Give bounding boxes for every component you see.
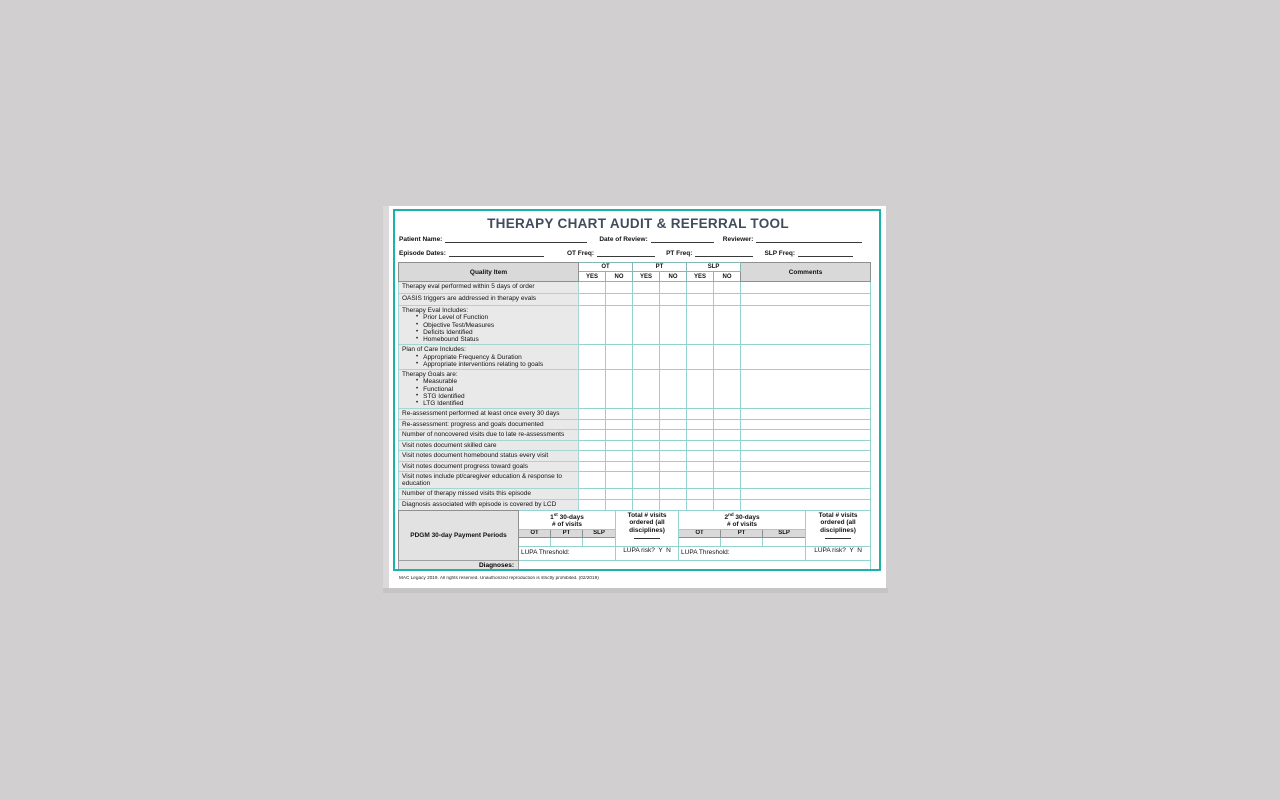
comment-cell [741, 306, 871, 345]
therapists-row [399, 570, 871, 571]
answer-cell [687, 471, 714, 489]
answer-cell [660, 429, 687, 440]
pt-subheader: PT [551, 529, 583, 537]
answer-cell [606, 451, 633, 461]
answer-cell [633, 294, 660, 306]
slp-header: SLP [687, 263, 741, 272]
pt-freq-label: PT Freq: [666, 250, 693, 257]
answer-cell [660, 409, 687, 419]
answer-cell [633, 451, 660, 461]
bullet-item: • Appropriate Frequency & Duration [416, 353, 522, 361]
answer-cell [606, 440, 633, 450]
table-row [399, 419, 871, 429]
lupa-risk-label: LUPA risk? Y N [616, 546, 679, 560]
answer-cell [633, 461, 660, 471]
answer-cell [660, 499, 687, 510]
answer-cell [687, 461, 714, 471]
lupa-threshold-label: LUPA Threshold: [519, 546, 616, 560]
answer-cell [714, 409, 741, 419]
quality-item: Number of noncovered visits due to late re-assessments [399, 429, 579, 440]
quality-item-title: Therapy Goals are: [402, 371, 458, 379]
answer-cell [606, 419, 633, 429]
bullet-icon: • [416, 378, 419, 385]
answer-cell [579, 489, 606, 499]
table-row [399, 409, 871, 419]
quality-item [399, 370, 579, 409]
quality-item: Number of therapy missed visits this episode [399, 489, 579, 499]
therapists-label [399, 570, 519, 571]
answer-cell [687, 451, 714, 461]
bottom-section [398, 560, 871, 571]
bullet-icon: • [416, 400, 419, 407]
diagnoses-field [519, 560, 871, 570]
visit-count-cell [519, 537, 551, 546]
answer-cell [687, 294, 714, 306]
ot-subheader: OT [679, 529, 721, 537]
visit-count-cell [679, 537, 721, 546]
bullet-item: • LTG Identified [416, 400, 464, 408]
answer-cell [579, 370, 606, 409]
page-shadow [383, 588, 888, 593]
pt-freq-line [695, 250, 753, 257]
answer-cell [687, 489, 714, 499]
bullet-icon: • [416, 328, 419, 335]
table-row [399, 370, 871, 409]
lupa-threshold-label: LUPA Threshold: [679, 546, 806, 560]
answer-cell [633, 306, 660, 345]
episode-dates-label: Episode Dates: [399, 250, 446, 257]
no-header: NO [660, 272, 687, 282]
bullet-item: • STG Identified [416, 392, 465, 400]
visit-count-cell [721, 537, 763, 546]
total-visits-label: Total # visits ordered (all disciplines) [627, 511, 667, 534]
pdgm-header-row [399, 510, 871, 529]
answer-cell [714, 471, 741, 489]
answer-cell [660, 461, 687, 471]
quality-item-header: Quality Item [399, 263, 579, 282]
table-row [399, 440, 871, 450]
total-visits-line [634, 538, 660, 539]
no-header: NO [714, 272, 741, 282]
answer-cell [714, 461, 741, 471]
answer-cell [714, 499, 741, 510]
answer-cell [579, 345, 606, 370]
ot-freq-line [597, 250, 655, 257]
answer-cell [660, 489, 687, 499]
answer-cell [660, 294, 687, 306]
answer-cell [633, 429, 660, 440]
teal-frame [393, 209, 881, 571]
visits-label: # of visits [727, 521, 758, 529]
pt-subheader: PT [721, 529, 763, 537]
table-row [399, 499, 871, 510]
table-row [399, 306, 871, 345]
answer-cell [579, 409, 606, 419]
second-period-header: 2nd 30-days # of visits [679, 510, 806, 529]
slp-subheader: SLP [763, 529, 806, 537]
visit-count-cell [583, 537, 616, 546]
answer-cell [606, 489, 633, 499]
answer-cell [687, 306, 714, 345]
bullet-icon: • [416, 360, 419, 367]
pdgm-section [398, 510, 871, 561]
diagnoses-label: Diagnoses: [399, 560, 519, 570]
answer-cell [633, 409, 660, 419]
pt-header: PT [633, 263, 687, 272]
answer-cell [633, 489, 660, 499]
table-row [399, 294, 871, 306]
answer-cell [633, 419, 660, 429]
comment-cell [741, 499, 871, 510]
bullet-item: • Deficits Identified [416, 328, 473, 336]
bullet-icon: • [416, 336, 419, 343]
form-title: THERAPY CHART AUDIT & REFERRAL TOOL [487, 216, 789, 231]
answer-cell [660, 451, 687, 461]
slp-freq-label: SLP Freq: [764, 250, 796, 257]
answer-cell [633, 345, 660, 370]
answer-cell [606, 294, 633, 306]
header-field-row-1 [399, 234, 879, 243]
answer-cell [660, 440, 687, 450]
answer-cell [579, 440, 606, 450]
table-header-row-1 [399, 263, 871, 272]
bullet-icon: • [416, 321, 419, 328]
answer-cell [633, 370, 660, 409]
answer-cell [660, 471, 687, 489]
answer-cell [687, 345, 714, 370]
answer-cell [579, 419, 606, 429]
footer-copyright: MAC Legacy 2019. All rights reserved. Unauthorized reproduction is strictly prohibited. (02/2019) [399, 576, 599, 581]
answer-cell [660, 306, 687, 345]
yes-header: YES [633, 272, 660, 282]
lupa-risk-label: LUPA risk? Y N [806, 546, 871, 560]
comments-header: Comments [741, 263, 871, 282]
answer-cell [633, 499, 660, 510]
answer-cell [687, 419, 714, 429]
comment-cell [741, 409, 871, 419]
answer-cell [660, 282, 687, 294]
quality-item: Visit notes document homebound status every visit [399, 451, 579, 461]
bullet-item: • Objective Test/Measures [416, 321, 495, 329]
answer-cell [660, 345, 687, 370]
answer-cell [606, 409, 633, 419]
answer-cell [687, 370, 714, 409]
answer-cell [660, 370, 687, 409]
first-period-header: 1st 30-days # of visits [519, 510, 616, 529]
visit-count-cell [763, 537, 806, 546]
quality-item: OASIS triggers are addressed in therapy evals [399, 294, 579, 306]
answer-cell [579, 471, 606, 489]
answer-cell [606, 370, 633, 409]
bullet-item: • Functional [416, 385, 454, 393]
comment-cell [741, 471, 871, 489]
visits-label: # of visits [552, 521, 582, 529]
document-page [389, 206, 886, 588]
bullet-item: • Measurable [416, 378, 458, 386]
slp-subheader: SLP [583, 529, 616, 537]
total-visits-cell [616, 510, 679, 546]
quality-item-title: Therapy Eval Includes: [402, 307, 469, 314]
quality-item-title: Plan of Care Includes: [402, 346, 466, 354]
visit-count-cell [551, 537, 583, 546]
comment-cell [741, 345, 871, 370]
answer-cell [579, 451, 606, 461]
quality-item: Diagnosis associated with episode is covered by LCD [399, 499, 579, 510]
ot-subheader: OT [519, 529, 551, 537]
answer-cell [579, 461, 606, 471]
comment-cell [741, 451, 871, 461]
comment-cell [741, 440, 871, 450]
date-of-review-label: Date of Review: [599, 236, 648, 243]
reviewer-label: Reviewer: [722, 236, 754, 243]
answer-cell [714, 282, 741, 294]
therapists-field [519, 570, 871, 571]
comment-cell [741, 370, 871, 409]
reviewer-line [756, 236, 862, 243]
answer-cell [687, 409, 714, 419]
yes-header: YES [687, 272, 714, 282]
ot-header: OT [579, 263, 633, 272]
answer-cell [687, 429, 714, 440]
answer-cell [714, 440, 741, 450]
bullet-icon: • [416, 314, 419, 321]
bullet-icon: • [416, 392, 419, 399]
patient-name-line [445, 236, 587, 243]
total-visits-label: Total # visits ordered (all disciplines) [818, 511, 858, 534]
bullet-item: • Appropriate interventions relating to goals [416, 360, 544, 368]
answer-cell [714, 294, 741, 306]
answer-cell [714, 306, 741, 345]
answer-cell [714, 370, 741, 409]
answer-cell [579, 282, 606, 294]
answer-cell [606, 282, 633, 294]
quality-item: Visit notes document progress toward goals [399, 461, 579, 471]
total-visits-line [825, 538, 851, 539]
answer-cell [606, 499, 633, 510]
quality-item: Therapy eval performed within 5 days of order [399, 282, 579, 294]
answer-cell [714, 345, 741, 370]
quality-item: Re-assessment: progress and goals documented [399, 419, 579, 429]
table-row [399, 471, 871, 489]
answer-cell [606, 345, 633, 370]
answer-cell [606, 471, 633, 489]
quality-item: Visit notes document skilled care [399, 440, 579, 450]
answer-cell [633, 471, 660, 489]
answer-cell [579, 294, 606, 306]
table-row [399, 489, 871, 499]
answer-cell [687, 440, 714, 450]
bullet-item: • Homebound Status [416, 336, 479, 344]
header-field-row-2 [399, 248, 879, 257]
answer-cell [714, 419, 741, 429]
answer-cell [687, 282, 714, 294]
answer-cell [633, 282, 660, 294]
bullet-icon: • [416, 385, 419, 392]
quality-item [399, 345, 579, 370]
comment-cell [741, 294, 871, 306]
total-visits-cell [806, 510, 871, 546]
patient-name-label: Patient Name: [399, 236, 443, 243]
no-header: NO [606, 272, 633, 282]
table-row [399, 429, 871, 440]
answer-cell [606, 306, 633, 345]
slp-freq-line [798, 250, 853, 257]
comment-cell [741, 461, 871, 471]
answer-cell [579, 306, 606, 345]
audit-table [398, 262, 871, 511]
quality-item: Re-assessment performed at least once every 30 days [399, 409, 579, 419]
answer-cell [579, 429, 606, 440]
date-of-review-line [651, 236, 714, 243]
pdgm-label: PDGM 30-day Payment Periods [399, 510, 519, 560]
ot-freq-label: OT Freq: [566, 250, 595, 257]
diagnoses-row [399, 560, 871, 570]
bullet-item: • Prior Level of Function [416, 314, 489, 322]
episode-dates-line [449, 250, 544, 257]
comment-cell [741, 489, 871, 499]
answer-cell [660, 419, 687, 429]
answer-cell [714, 451, 741, 461]
answer-cell [687, 499, 714, 510]
answer-cell [606, 429, 633, 440]
yes-header: YES [579, 272, 606, 282]
bullet-icon: • [416, 353, 419, 360]
quality-item: Visit notes include pt/caregiver education & response to education [399, 471, 579, 489]
answer-cell [579, 499, 606, 510]
answer-cell [633, 440, 660, 450]
table-row [399, 345, 871, 370]
comment-cell [741, 429, 871, 440]
table-row [399, 282, 871, 294]
table-row [399, 461, 871, 471]
comment-cell [741, 282, 871, 294]
answer-cell [714, 489, 741, 499]
comment-cell [741, 419, 871, 429]
answer-cell [714, 429, 741, 440]
answer-cell [606, 461, 633, 471]
quality-item [399, 306, 579, 345]
table-row [399, 451, 871, 461]
